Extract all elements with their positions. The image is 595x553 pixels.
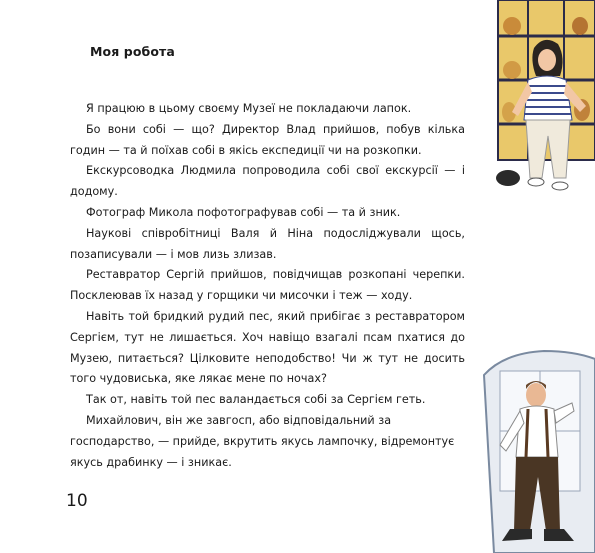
- woman-with-museum-shelves-illustration: [494, 0, 595, 205]
- body-text: [70, 99, 465, 473]
- man-in-doorway-illustration: [474, 345, 595, 553]
- paragraph: Бо вони собі — що? Директор Влад прийшов, побув кілька годин — та й поїхав собі в якісь експедиції чи на розкопки.: [70, 122, 465, 157]
- paragraph: Реставратор Сергій прийшов, повідчищав розкопані черепки. Посклеював їх назад у горщики чи мисочки і теж — ходу.: [70, 268, 465, 303]
- page-number: 10: [66, 491, 88, 511]
- paragraph: Екскурсоводка Людмила попроводила собі свої екскурсії — і додому.: [70, 164, 465, 199]
- paragraph: Навіть той бридкий рудий пес, який прибігає з реставратором Сергієм, тут не лишається. Хоч навіщо взагалі псам пхатися до Музею, питається? Цілковите неподобство! Чи ж тут не досить того чудовиська, яке лякає мене по ночах?: [70, 309, 465, 386]
- paragraph: Я працюю в цьому своєму Музеї не покладаючи лапок.: [86, 102, 412, 115]
- paragraph: Михайлович, він же завгосп, або відповідальний за господарство, — прийде, вкрутить якусь лампочку, відремонтує якусь драбинку — і зникає.: [70, 413, 455, 469]
- paragraph: Фотограф Микола пофотографував собі — та й зник.: [86, 205, 401, 219]
- chapter-title: Моя робота: [90, 44, 175, 59]
- paragraph: Наукові співробітниці Валя й Ніна подосліджували щось, позаписували — і мов лизь злизав.: [70, 226, 465, 261]
- paragraph: Так от, навіть той пес валандається собі за Сергієм геть.: [86, 393, 426, 407]
